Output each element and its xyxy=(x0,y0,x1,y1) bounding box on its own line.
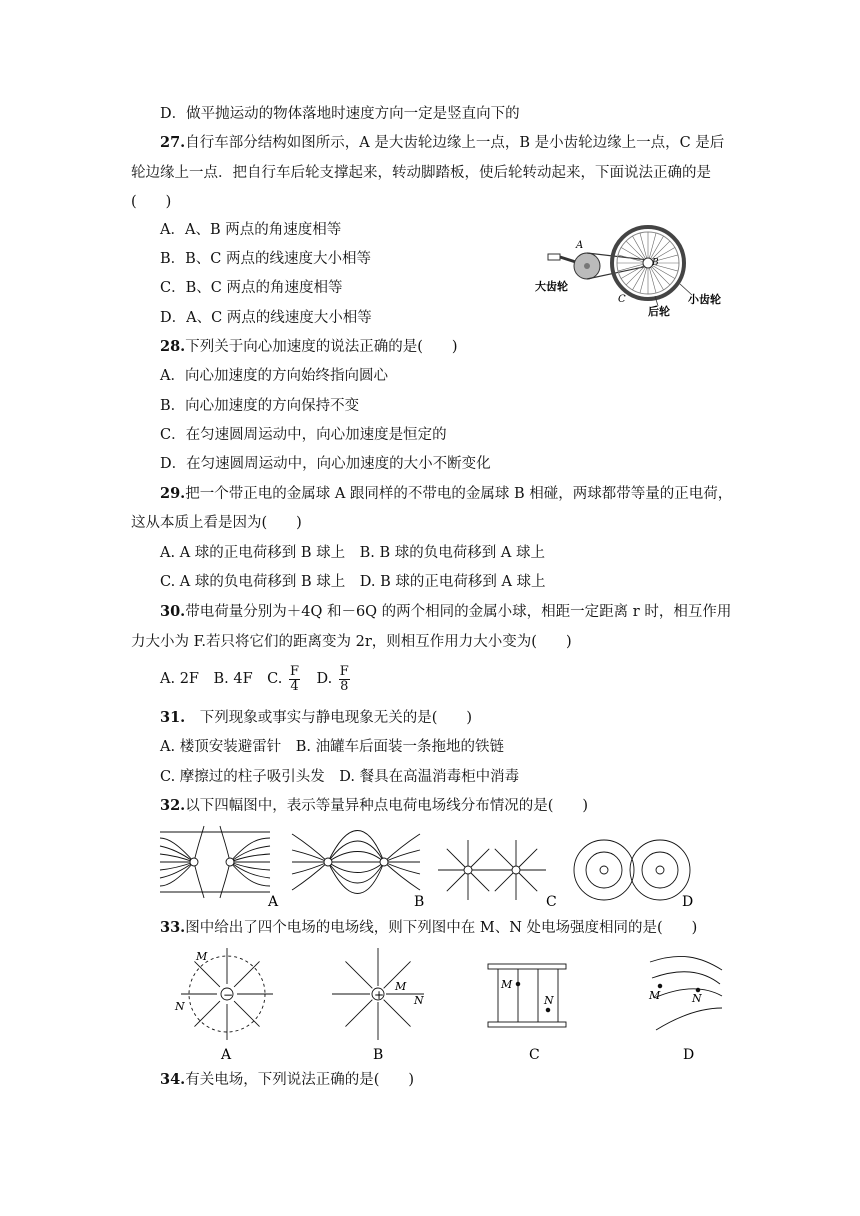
q29-options-ab: A. A 球的正电荷移到 B 球上 B. B 球的负电荷移到 A 球上 xyxy=(160,545,545,561)
q30-line-1 xyxy=(160,602,731,622)
field-line xyxy=(234,961,259,986)
q32-figure-d xyxy=(574,840,690,900)
q28-option-b: B．向心加速度的方向保持不变 xyxy=(160,398,360,414)
q29-options-cd: C. A 球的负电荷移到 B 球上 D. B 球的正电荷移到 A 球上 xyxy=(160,574,546,590)
q33-label-a: A xyxy=(221,1047,232,1063)
label-big-gear: 大齿轮 xyxy=(535,280,568,293)
q33-b-label-n: N xyxy=(414,994,424,1007)
q30-fraction-d xyxy=(339,665,350,694)
q30-c-numerator: F xyxy=(289,663,299,679)
q33-c-label-m: M xyxy=(501,978,513,991)
label-small-gear: 小齿轮 xyxy=(688,293,721,306)
field-line xyxy=(194,961,219,986)
q29-number: 29. xyxy=(160,485,186,502)
q27-option-a: A．A、B 两点的角速度相等 xyxy=(160,222,342,238)
q32-figure-c xyxy=(438,840,546,900)
q27-option-b: B．B、C 两点的线速度大小相等 xyxy=(160,251,372,267)
q31-line xyxy=(160,708,472,728)
q33-figure-c xyxy=(488,964,566,1027)
q33-b-label-m: M xyxy=(395,980,407,993)
q31-number: 31. xyxy=(160,709,186,726)
field-line xyxy=(447,870,468,891)
q32-figure-a xyxy=(160,826,270,898)
q34-number: 34. xyxy=(160,1071,186,1088)
q27-option-c: C．B、C 两点的角速度相等 xyxy=(160,280,343,296)
q33-c-label-n: N xyxy=(544,994,554,1007)
q28-number: 28. xyxy=(160,338,186,355)
q31-options-cd: C. 摩擦过的柱子吸引头发 D. 餐具在高温消毒柜中消毒 xyxy=(160,769,520,785)
field-line xyxy=(516,870,537,891)
q30-d-prefix: D. xyxy=(301,671,337,687)
q32-text: 以下四幅图中，表示等量异种点电荷电场线分布情况的是( ) xyxy=(185,798,589,814)
q27-line-2: 轮边缘上一点．把自行车后轮支撑起来，转动脚踏板，使后轮转动起来，下面说法正确的是 xyxy=(131,165,711,181)
q33-number: 33. xyxy=(160,919,186,936)
label-point-c: C xyxy=(618,294,626,305)
q30-text-1: 带电荷量分别为＋4Q 和－6Q 的两个相同的金属小球，相距一定距离 r 时，相互作用 xyxy=(185,604,732,620)
q31-options-ab: A. 楼顶安装避雷针 B. 油罐车后面装一条拖地的铁链 xyxy=(160,739,505,755)
q27-line-1 xyxy=(160,133,724,153)
option-d-prev: D．做平抛运动的物体落地时速度方向一定是竖直向下的 xyxy=(160,106,520,122)
q31-text: 下列现象或事实与静电现象无关的是( ) xyxy=(185,710,473,726)
q32-figure-b xyxy=(292,831,420,894)
q33-plus-sign: + xyxy=(374,988,385,1002)
q34-text: 有关电场，下列说法正确的是( ) xyxy=(185,1072,415,1088)
q30-options-prefix: A. 2F B. 4F C. xyxy=(160,671,287,687)
q27-line-3: ( ) xyxy=(131,194,172,210)
field-line xyxy=(345,961,372,988)
q29-line-2: 这从本质上看是因为( ) xyxy=(131,515,302,531)
q32-number: 32. xyxy=(160,797,186,814)
label-rear-wheel: 后轮 xyxy=(648,305,670,318)
q33-figures xyxy=(170,944,730,1064)
q34-line xyxy=(160,1070,414,1090)
field-line xyxy=(495,849,516,870)
q28-option-c: C．在匀速圆周运动中，向心加速度是恒定的 xyxy=(160,427,447,443)
q33-a-label-m: M xyxy=(196,950,208,963)
field-line xyxy=(447,849,468,870)
field-line xyxy=(516,849,537,870)
field-line xyxy=(468,849,489,870)
q32-line xyxy=(160,796,588,816)
q29-line-1 xyxy=(160,484,732,504)
q29-text-1: 把一个带正电的金属球 A 跟同样的不带电的金属球 B 相碰，两球都带等量的正电荷， xyxy=(185,486,733,502)
q32-figures xyxy=(158,824,698,910)
q32-label-c: C xyxy=(546,894,557,910)
bicycle-figure xyxy=(530,224,750,318)
label-point-b: B xyxy=(652,258,659,268)
q33-minus-sign: − xyxy=(223,988,234,1002)
q30-line-2: 力大小为 F.若只将它们的距离变为 2r，则相互作用力大小变为( ) xyxy=(131,634,572,650)
field-line xyxy=(468,870,489,891)
q30-fraction-c xyxy=(289,665,300,694)
q33-line xyxy=(160,918,697,938)
q33-label-b: B xyxy=(373,1047,384,1063)
q28-option-d: D．在匀速圆周运动中，向心加速度的大小不断变化 xyxy=(160,456,491,472)
field-line xyxy=(234,1001,259,1026)
q30-options xyxy=(160,664,352,694)
q33-d-label-m: M xyxy=(649,989,661,1002)
q30-d-denominator: 8 xyxy=(340,678,349,694)
field-line xyxy=(384,1000,411,1027)
q33-d-label-n: N xyxy=(692,992,702,1005)
q30-c-denominator: 4 xyxy=(290,678,299,694)
q27-text-1: 自行车部分结构如图所示，A 是大齿轮边缘上一点，B 是小齿轮边缘上一点，C 是后 xyxy=(185,135,725,151)
q27-number: 27. xyxy=(160,134,186,151)
field-line xyxy=(345,1000,372,1027)
field-line xyxy=(194,1001,219,1026)
q32-label-d: D xyxy=(682,894,694,910)
q32-label-b: B xyxy=(414,894,425,910)
q33-label-d: D xyxy=(683,1047,695,1063)
q33-text: 图中给出了四个电场的电场线，则下列图中在 M、N 处电场强度相同的是( ) xyxy=(185,920,698,936)
q28-text: 下列关于向心加速度的说法正确的是( ) xyxy=(185,339,458,355)
q33-figure-d xyxy=(650,956,722,1030)
q30-number: 30. xyxy=(160,603,186,620)
q28-line xyxy=(160,337,458,357)
q33-a-label-n: N xyxy=(175,1000,185,1013)
q27-option-d: D．A、C 两点的线速度大小相等 xyxy=(160,310,372,326)
q28-option-a: A．向心加速度的方向始终指向圆心 xyxy=(160,368,388,384)
label-point-a: A xyxy=(576,240,584,251)
q30-d-numerator: F xyxy=(339,663,349,679)
q33-label-c: C xyxy=(529,1047,540,1063)
field-line xyxy=(495,870,516,891)
q32-label-a: A xyxy=(268,894,279,910)
